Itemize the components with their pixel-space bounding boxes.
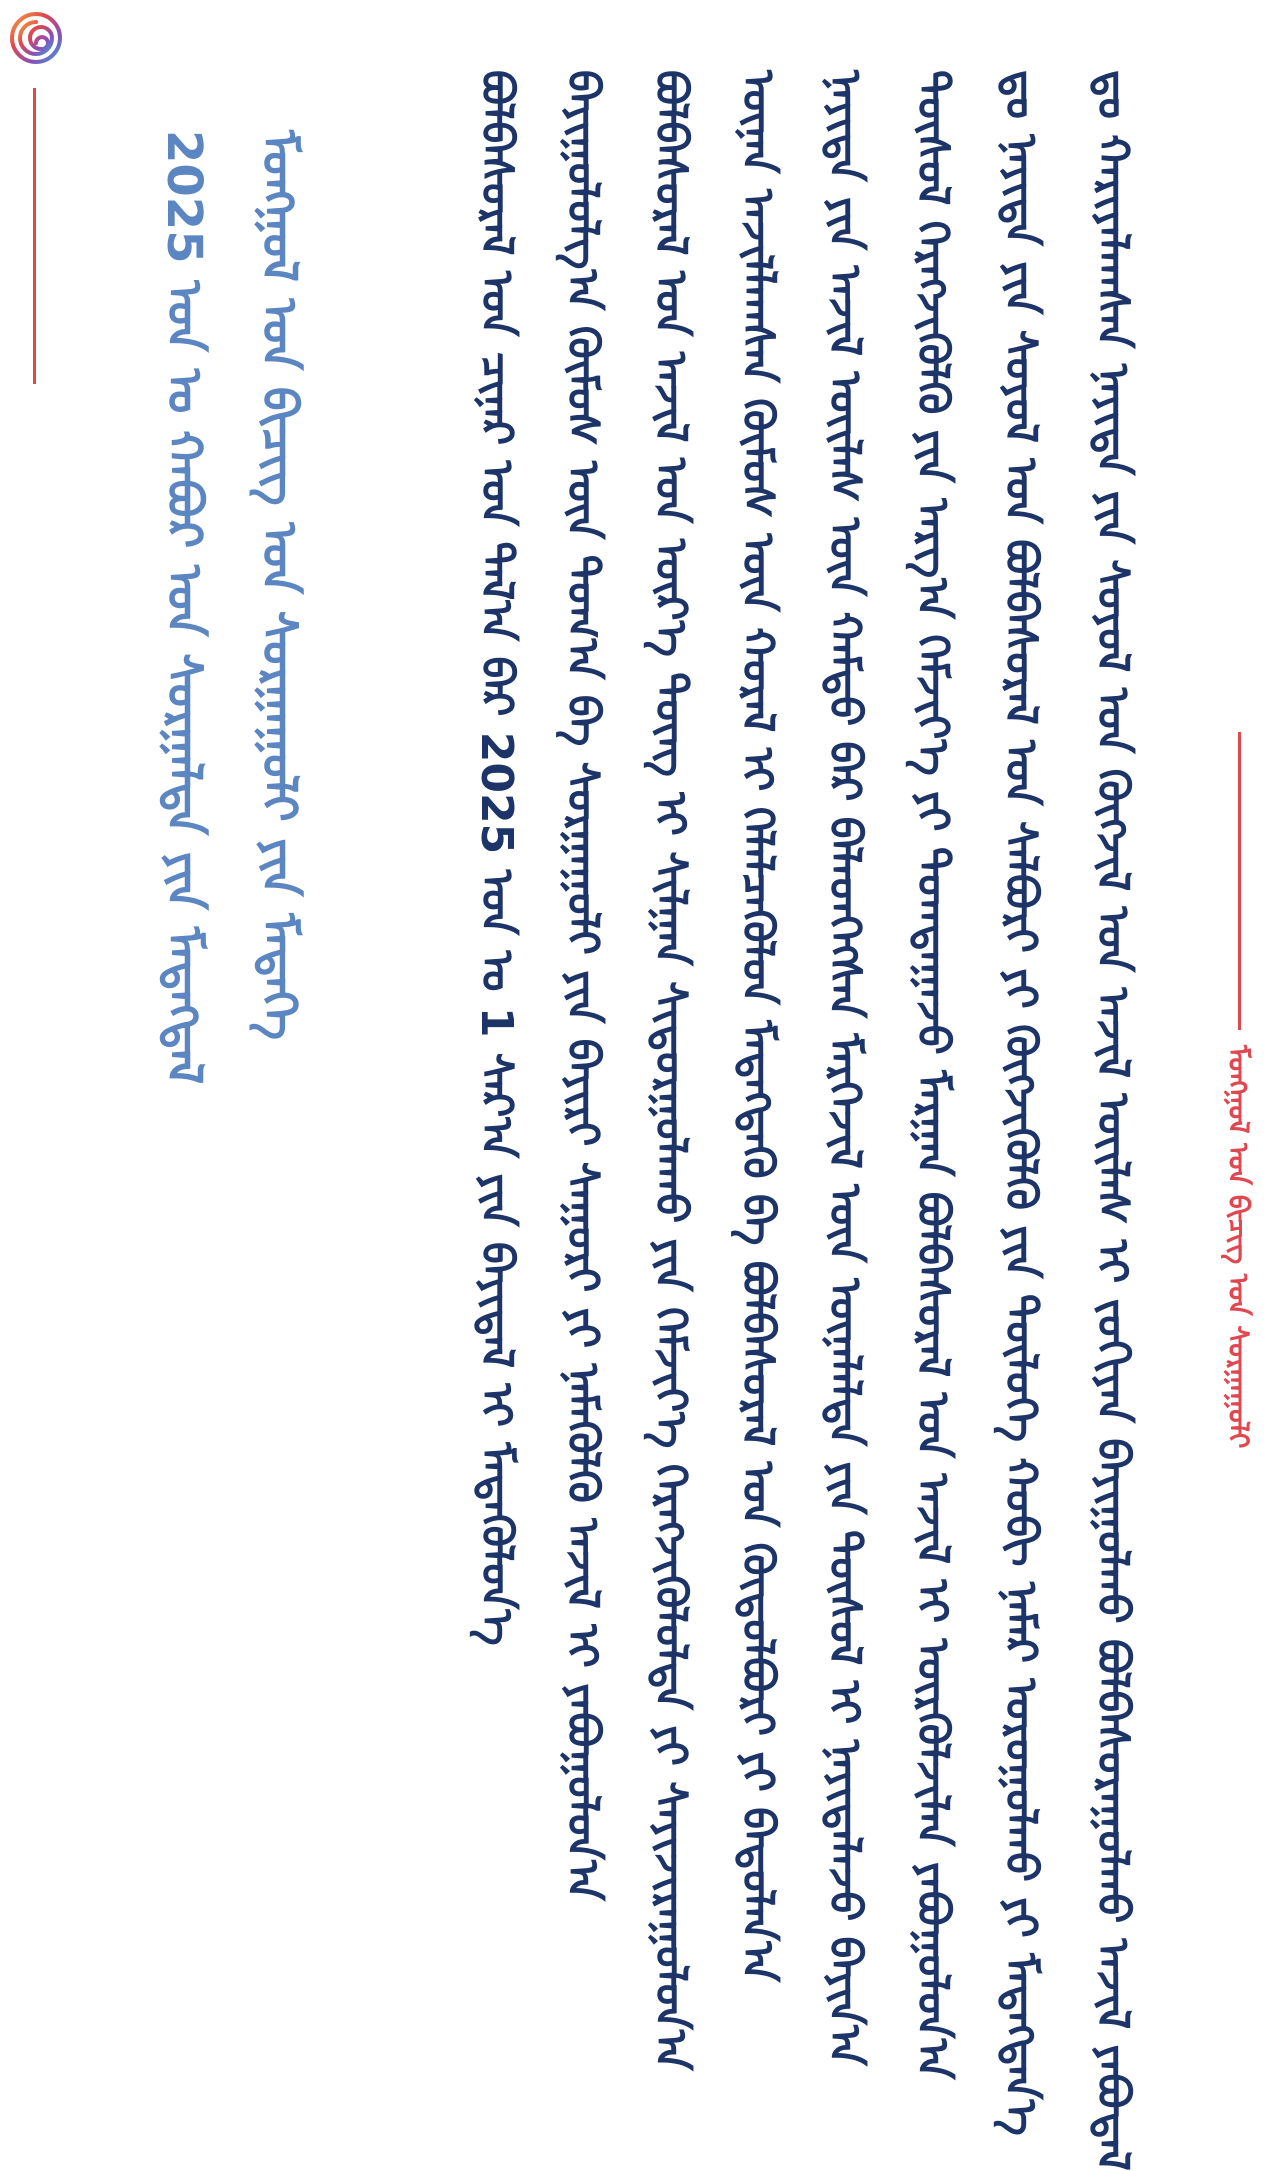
body-line: ᠪᠣᠯᠪᠠᠰᠤᠷᠠᠯ ᠤᠨ ᠴᠢᠨᠠᠷ ᠤᠨ ᠲᠠᠯ᠎ᠠ ᠪᠠᠷ 2025 ᠣᠨ ᠤ 1 ᠰᠠᠷ᠎ᠠ ᠶᠢᠨ ᠪᠠᠶᠢᠳᠠᠯ ᠢ ᠮᠡᠳᠡᠭᠦᠯᠦᠨ᠎ᠡ [471,70,522,1646]
right-divider [1238,732,1241,1030]
body-line: ᠦᠨᠡᠨ ᠠᠵᠢᠯᠯᠠᠭᠰᠠᠨ ᠬᠦᠮᠦᠰ ᠦᠨ ᠬᠤᠷᠠᠯ ᠢ ᠬᠡᠯᠡᠯᠴᠡᠭᠦᠯᠦᠨ ᠮᠡᠳᠡᠭᠳᠡᠬᠦ ᠪᠠ ᠪᠣᠯᠪᠠᠰᠤᠷᠠᠯ ᠤᠨ ᠬᠥᠲᠦᠯᠪᠦᠷᠢ ᠶᠢ ᠪᠠᠲᠤᠯᠠᠨ᠎ᠠ [732,70,783,1983]
footer-line: ᠮᠣᠩᠭᠣᠯ ᠤᠨ ᠪᠢᠴᠢᠭ ᠤᠨ ᠰᠤᠷᠭᠠᠭᠤᠯᠢ ᠶᠢᠨ ᠮᠡᠳᠡᠭᠡ [251,130,307,1041]
source-caption: ᠮᠣᠩᠭᠣᠯ ᠤᠨ ᠪᠢᠴᠢᠭ ᠤᠨ ᠰᠤᠷᠭᠠᠭᠤᠯᠢ [1222,1045,1255,1449]
body-line: ᠨᠡᠶᠢᠲᠡ ᠶᠢᠨ ᠠᠵᠢᠯ ᠦᠢᠯᠡᠰ ᠦᠨ ᠬᠠᠮᠲᠤ ᠪᠡᠷ ᠪᠡᠯᠡᠳᠬᠡᠭᠰᠡᠨ ᠮᠡᠷᠭᠡᠵᠢᠯ ᠦᠨ ᠦᠨᠡᠯᠡᠯᠲᠡ ᠶᠢᠨ ᠲᠥᠰᠥᠯ ᠢ ᠨᠡᠶᠢᠲᠡᠯᠡᠵᠦ ᠪᠠᠶᠢᠨ᠎ᠠ [819,70,870,2066]
body-line: ᠪᠠᠶᠢᠭᠤᠯᠤᠯᠭ᠎ᠠ ᠬᠦᠮᠦᠰ ᠦᠨ ᠲᠣᠭ᠎ᠠ ᠪᠠ ᠰᠤᠷᠭᠠᠭᠤᠯᠢ ᠶᠢᠨ ᠪᠠᠶᠢᠷᠢ ᠰᠠᠭᠤᠷᠢ ᠶᠢ ᠨᠡᠮᠡᠭᠦᠯᠬᠦ ᠠᠵᠢᠯ ᠢ ᠶᠠᠪᠤᠭᠤᠯᠤᠨ᠎ᠠ [557,70,608,1901]
footer-line: 2025 ᠣᠨ ᠤ ᠬᠠᠪᠤᠷ ᠤᠨ ᠰᠤᠷᠭᠠᠯᠲᠠ ᠶᠢᠨ ᠮᠡᠳᠡᠭᠳᠡᠯ [156,130,212,1085]
body-line: ᠲᠥᠰᠥᠯ ᠬᠡᠷᠡᠭᠵᠢᠭᠦᠯᠬᠦ ᠶᠢᠨ ᠠᠷᠭ᠎ᠠ ᠬᠡᠮᠵᠢᠶ᠎ᠡ ᠶᠢ ᠲᠣᠭᠲᠠᠭᠠᠵᠤ ᠮᠠᠷᠭᠠᠨ ᠪᠣᠯᠪᠠᠰᠤᠷᠠᠯ ᠤᠨ ᠠᠵᠢᠯ ᠢ ᠦᠷᠭᠦᠯᠵᠢᠯᠡᠨ ᠶᠠᠪᠤᠭᠤᠯᠤᠨ᠎ᠠ [907,70,958,2080]
body-line: ᠪᠣᠯᠪᠠᠰᠤᠷᠠᠯ ᠤᠨ ᠠᠵᠢᠯ ᠤᠨ ᠦᠷ᠎ᠡ ᠳᠦᠩ ᠢ ᠰᠢᠯᠭᠠᠨ ᠰᠢᠳᠤᠷᠭᠤᠯᠠᠬᠤ ᠶᠢᠨ ᠬᠡᠮᠵᠢᠶ᠎ᠡ ᠬᠡᠷᠡᠭᠵᠢᠭᠦᠯᠦᠯᠲᠡ ᠶᠢ ᠰᠠᠶᠢᠵᠢᠷᠠᠭᠤᠯᠤᠨ᠎ᠠ [645,70,696,2071]
spiral-logo-icon [10,12,62,64]
body-line: ᠳᠤ ᠨᠡᠶᠢᠲᠡ ᠶᠢᠨ ᠰᠣᠶᠣᠯ ᠤᠨ ᠪᠣᠯᠪᠠᠰᠤᠷᠠᠯ ᠤᠨ ᠰᠠᠯᠪᠤᠷᠢ ᠶᠢ ᠬᠥᠭᠵᠢᠭᠦᠯᠬᠦ ᠶᠢᠨ ᠲᠥᠯᠥᠭᠡ ᠬᠤᠪᠢ ᠨᠡᠮᠡᠷ ᠣᠷᠣᠭᠤᠯᠬᠤ ᠶᠢ ᠮᠡᠳᠡᠭᠳᠡᠨ᠎ᠡ [995,70,1046,2136]
body-line: ᠳᠤ ᠬᠠᠷᠢᠶᠠᠯᠠᠭᠰᠠᠨ ᠨᠡᠶᠢᠲᠡ ᠶᠢᠨ ᠰᠣᠶᠣᠯ ᠤᠨ ᠬᠥᠭᠵᠢᠯ ᠤᠨ ᠠᠵᠢᠯ ᠦᠢᠯᠡᠰ ᠢ ᠵᠣᠬᠢᠶᠠᠨ ᠪᠠᠶᠢᠭᠤᠯᠬᠤ ᠪᠣᠯᠪᠠᠰᠤᠷᠠᠭᠤᠯᠬᠤ ᠠᠵᠢᠯ ᠶᠠᠪᠤᠳᠠᠯ [1087,70,1138,2171]
left-divider [33,88,36,384]
